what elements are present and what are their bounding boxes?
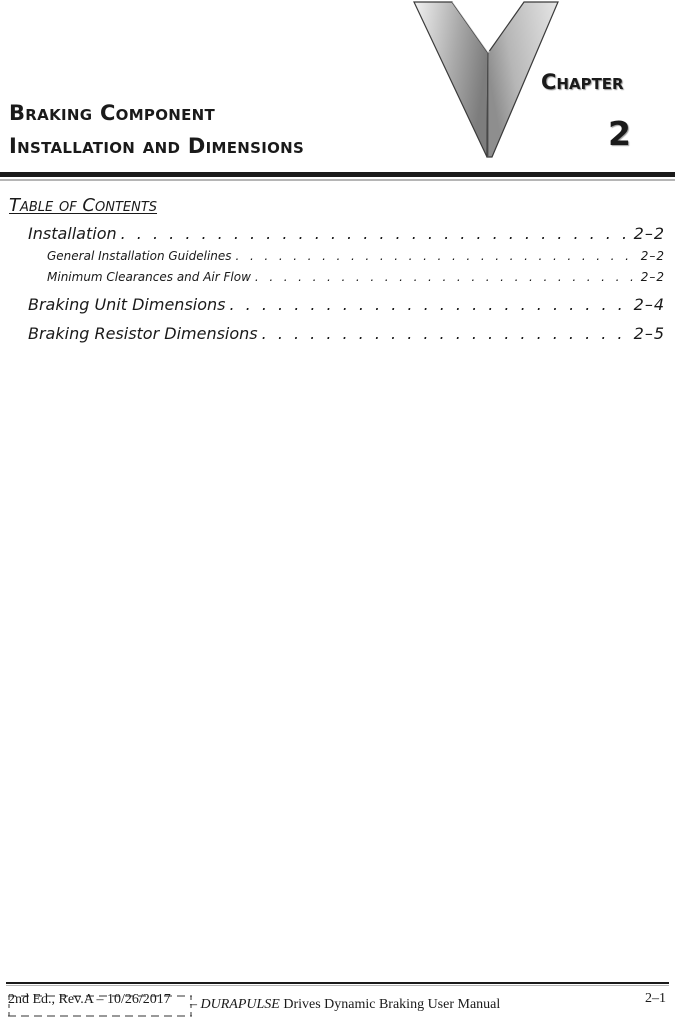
footer-manual-suffix: Drives Dynamic Braking User Manual [279, 997, 501, 1012]
toc-heading: Table of Contents [9, 195, 158, 216]
footer-edition: 2nd Ed., Rev.A – 10/26/2017 [8, 992, 171, 1007]
toc-page-number: 2–2 [633, 224, 665, 243]
toc-dot-leader [255, 270, 637, 284]
footer-manual-prefix: – [190, 997, 201, 1012]
toc-entry-general-installation-guidelines[interactable] [47, 249, 665, 263]
toc-dot-leader [262, 324, 630, 343]
toc-entry-label: General Installation Guidelines [47, 249, 232, 263]
footer-brand-part2: PULSE [237, 997, 280, 1012]
toc-entry-label: Minimum Clearances and Air Flow [47, 270, 251, 284]
toc-entry-braking-unit-dimensions[interactable] [28, 295, 665, 314]
chapter-number: 2 [608, 114, 631, 153]
toc-entry-installation[interactable] [28, 224, 665, 243]
toc-dot-leader [230, 295, 630, 314]
header-rule [0, 172, 675, 177]
toc-entry-label: Braking Unit Dimensions [28, 295, 226, 314]
toc-entry-braking-resistor-dimensions[interactable] [28, 324, 665, 343]
chapter-title-line-2: Installation and Dimensions [9, 134, 305, 158]
toc-entry-label: Braking Resistor Dimensions [28, 324, 258, 343]
toc-entry-minimum-clearances[interactable] [47, 270, 665, 284]
chapter-title-line-1: Braking Component [9, 101, 216, 125]
toc-page-number: 2–2 [640, 270, 665, 284]
toc-page-number: 2–4 [633, 295, 665, 314]
toc-page-number: 2–2 [640, 249, 665, 263]
toc-entry-label: Installation [28, 224, 117, 243]
footer-page-number: 2–1 [645, 991, 666, 1006]
footer-rule [6, 982, 669, 984]
toc-dot-leader [236, 249, 637, 263]
footer-manual-title [190, 997, 500, 1013]
toc-page-number: 2–5 [633, 324, 665, 343]
chapter-label: Chapter [541, 70, 624, 94]
chapter-title [9, 97, 304, 163]
header-rule-shadow [0, 179, 675, 181]
footer-rule-shadow [6, 985, 669, 986]
footer-brand-part1: DURA [200, 997, 238, 1012]
toc-dot-leader [121, 224, 630, 243]
